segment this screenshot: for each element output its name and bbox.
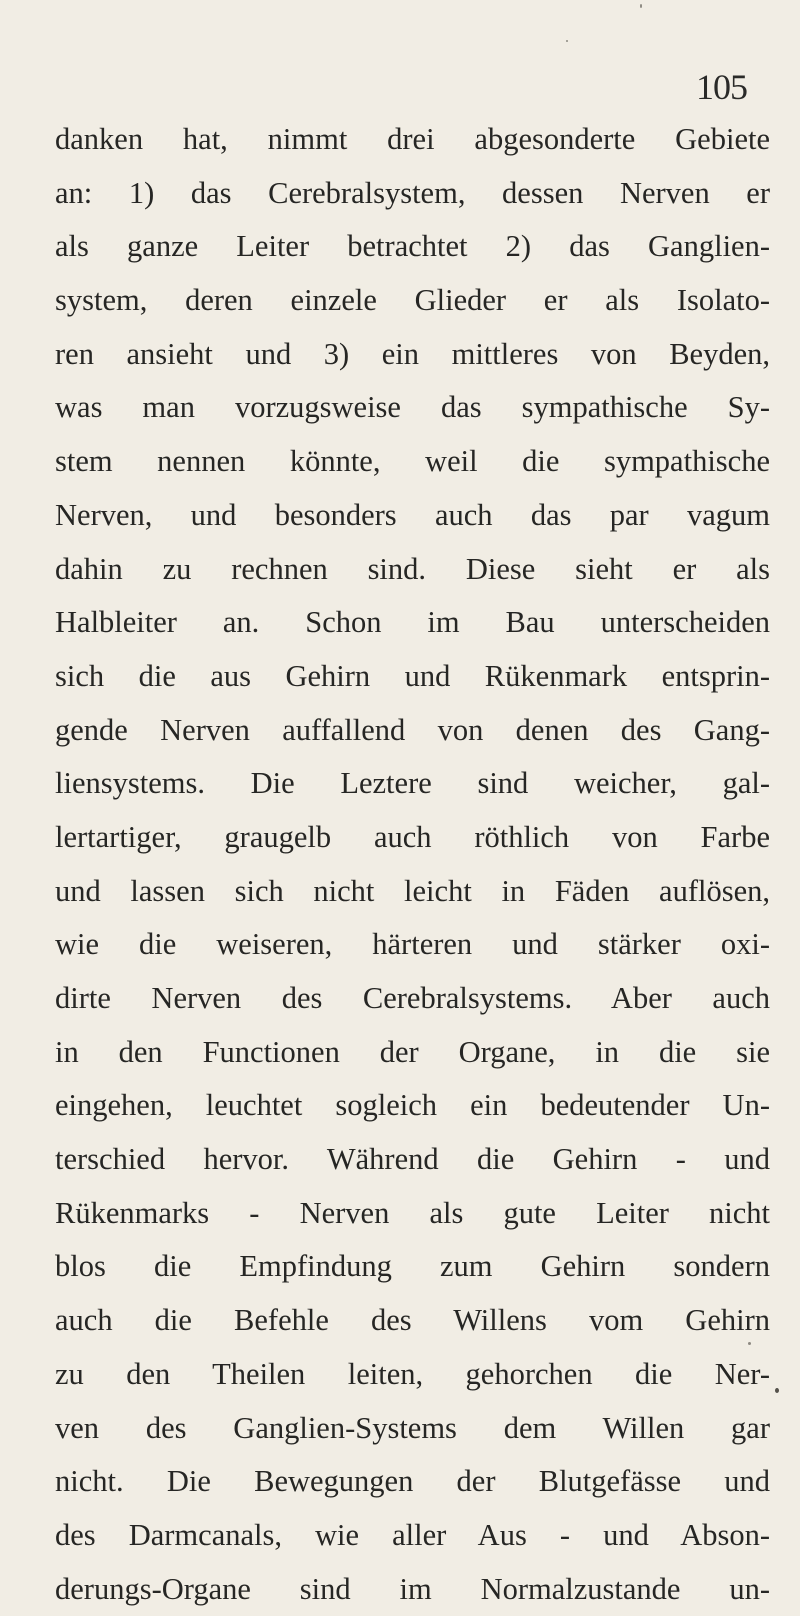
text-line: blos die Empfindung zum Gehirn sondern [55,1249,770,1284]
text-line: sich die aus Gehirn und Rükenmark entsprin- [55,658,770,693]
page-number: 105 [696,67,747,107]
text-line: an: 1) das Cerebralsystem, dessen Nerven er [55,175,770,210]
text-line: ren ansieht und 3) ein mittleres von Beyden, [55,336,770,371]
text-line: Halbleiter an. Schon im Bau unterscheiden [55,605,770,640]
text-line: in den Functionen der Organe, in die sie [55,1034,770,1069]
text-line: Nerven, und besonders auch das par vagum [55,497,770,532]
paper-speck [566,40,568,42]
paper-speck [775,1388,779,1393]
text-line: und lassen sich nicht leicht in Fäden auflösen, [55,873,770,908]
text-line: gende Nerven auffallend von denen des Gang- [55,712,770,747]
text-line: system, deren einzele Glieder er als Isolato- [55,283,770,318]
text-line: terschied hervor. Während die Gehirn - und [55,1142,770,1177]
text-line: auch die Befehle des Willens vom Gehirn [55,1303,770,1338]
text-line: Rükenmarks - Nerven als gute Leiter nicht [55,1195,770,1230]
text-line: danken hat, nimmt drei abgesonderte Gebiete [55,122,770,156]
text-line: nicht. Die Bewegungen der Blutgefässe und [55,1464,770,1499]
text-line: ven des Ganglien-Systems dem Willen gar [55,1410,770,1445]
text-line: eingehen, leuchtet sogleich ein bedeutender Un- [55,1088,770,1123]
text-line: was man vorzugsweise das sympathische Sy- [55,390,770,425]
text-line: stem nennen könnte, weil die sympathische [55,444,770,479]
text-line: liensystems. Die Leztere sind weicher, gal- [55,766,770,801]
body-text [55,113,770,1616]
paper-speck [640,4,642,8]
text-line: zu den Theilen leiten, gehorchen die Ner- [55,1356,770,1391]
text-line: derungs-Organe sind im Normalzustande un- [55,1571,770,1606]
text-line: lertartiger, graugelb auch röthlich von Farbe [55,819,770,854]
text-line: dahin zu rechnen sind. Diese sieht er als [55,551,770,586]
text-line: dirte Nerven des Cerebralsystems. Aber auch [55,981,770,1015]
text-line: wie die weiseren, härteren und stärker oxi- [55,927,770,962]
paper-speck [748,1342,751,1345]
text-line: als ganze Leiter betrachtet 2) das Ganglien- [55,229,770,264]
text-line: des Darmcanals, wie aller Aus - und Abson- [55,1517,770,1552]
